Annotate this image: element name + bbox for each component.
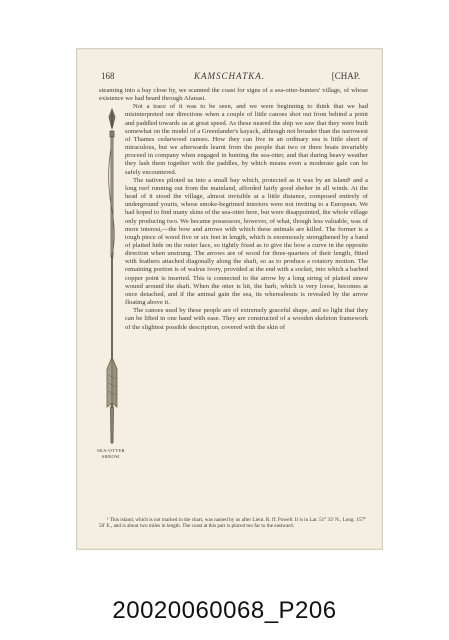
body-text <box>97 87 368 459</box>
chapter-marker: [CHAP. <box>331 71 360 81</box>
text-with-illustration <box>97 103 368 459</box>
archive-id-label: 20020060068_P206 <box>112 597 337 624</box>
footnote <box>99 517 368 530</box>
book-page <box>76 48 383 550</box>
running-title: KAMSCHATKA. <box>194 71 265 81</box>
sea-otter-arrow-illustration <box>102 107 122 447</box>
footnote-text: ¹ This island, which is not marked in the chart, was named by us after Lieut. R. ff. Powell. It is in Lat. 51° 33' N., Long. 157° 50' E., and is about two miles in length. The coast at this part is placed too far to the eastward. <box>99 517 367 530</box>
opening-paragraph: steaming into a bay close by, we scanned the coast for signs of a sea-otter-hunters' village, of whose existence we had heard through Afanasi. <box>99 87 368 103</box>
paragraph-village: The natives piloted us into a small bay which, protected as it was by an island¹ and a long reef running out from the mainland, afforded fairly good shelter in all winds. At the head of it stood the village, almost invisible at a little distance, composed entirely of underground yourts, whose smoke-begrimed interiors were not inviting to a European. We had hoped to find many skins of the sea-otter here, but were disappointed, the whole village only producing two. We became possessors, however, of what, though less valuable, was of more interest,—the bow and arrows with which these animals are killed. The former is a tough piece of wood five or six feet in length, which is enormously strengthened by a band of plaited hide on the outer face, so tightly fixed as to give the bow a curve in the opposite direction when unstrung. The arrows are of wood for three-quarters of their length, fitted with feathers attached diagonally along the shaft, so as to produce a rotatory motion. The remaining portion is of walrus ivory, provided at the end with a socket, into which a barbed copper point is inserted. This is connected to the arrow by a long string of plaited sinew wound around the shaft. When the otter is hit, the barb, which is very loose, becomes at once detached, and if the animal gain the sea, its whereabouts is revealed by the arrow floating above it. <box>125 176 368 307</box>
illustration-column <box>97 103 125 459</box>
paragraph-canoes-arrive: Not a trace of it was to be seen, and we were beginning to think that we had misinterpreted our directions when a couple of little canoes shot out from behind a point and paddled towards us at great speed. As these neared the ship we saw that they were built somewhat on the model of a Greenlander's kayack, although not broader than the narrowest of Thames cedarwood canoes. How they can live in an ordinary sea is little short of miraculous, but we afterwards learnt from the people that two or three boats invariably proceed in company when engaged in hunting the sea-otter, and that during heavy weather they lash them together with the paddles, by which means even a moderate gale can be safely encountered. <box>125 103 368 176</box>
main-text-column <box>125 103 368 331</box>
page-number: 168 <box>101 71 115 81</box>
page-header <box>87 71 372 85</box>
paragraph-canoe-construction: The canoes used by these people are of extremely graceful shape, and so light that they can be lifted in one hand with ease. They are constructed of a wooden skeleton framework of the slightest possible description, covered with the skin of <box>125 307 368 331</box>
illustration-caption: SEA-OTTER ARROW. <box>97 448 125 459</box>
